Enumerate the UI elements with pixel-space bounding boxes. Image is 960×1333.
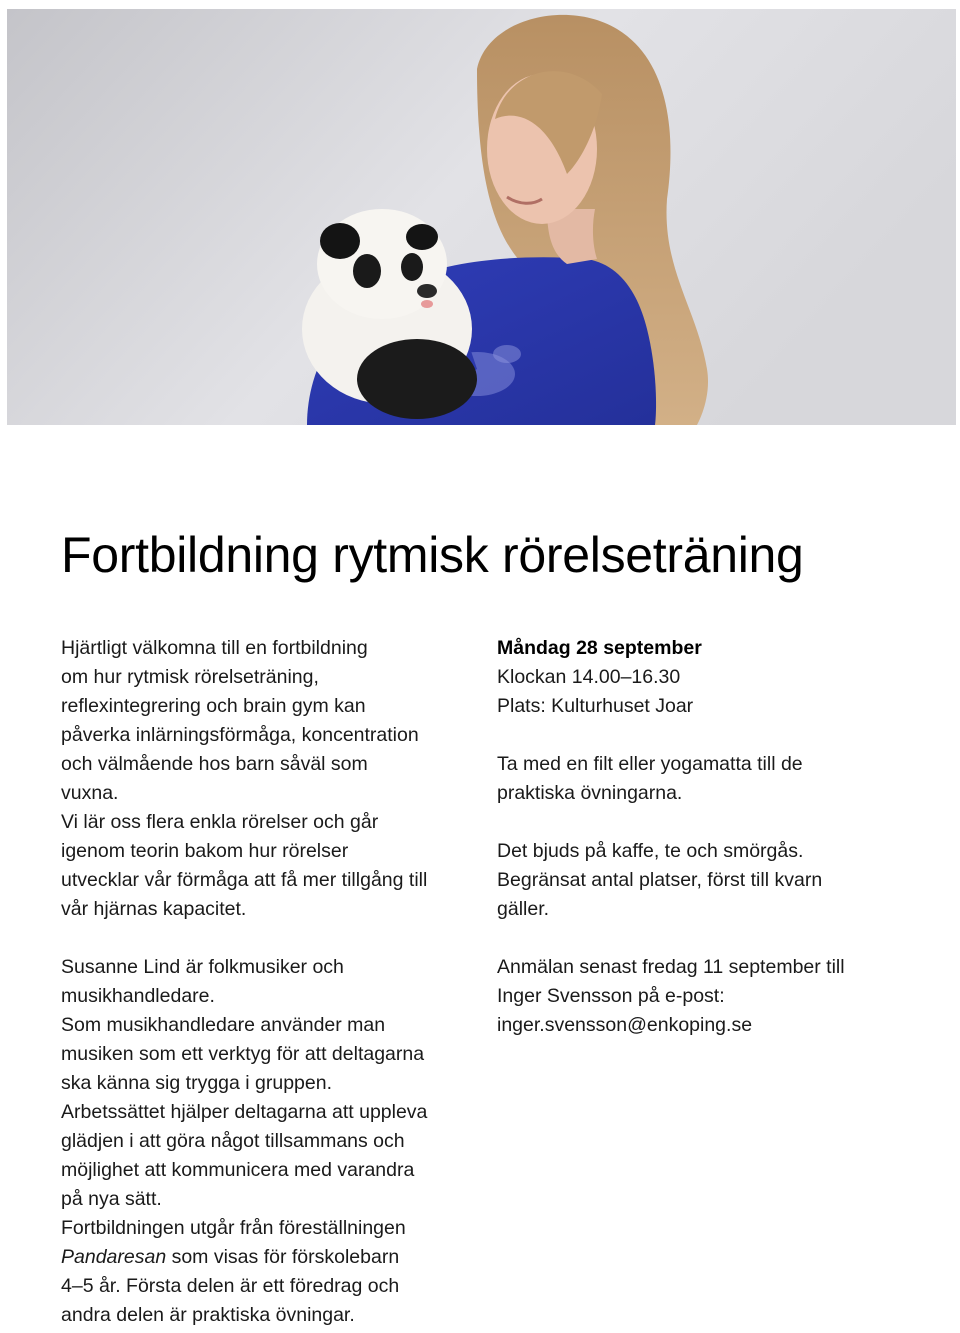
event-details: [497, 634, 917, 721]
text-line: Susanne Lind är folkmusiker och: [61, 956, 344, 978]
theory-paragraph: [61, 808, 476, 924]
text-line: på nya sätt.: [61, 1188, 162, 1210]
text-line: glädjen i att göra något tillsammans och: [61, 1130, 405, 1152]
text-line: Ta med en filt eller yogamatta till de: [497, 753, 803, 775]
woman-with-panda-puppet-photo: [7, 9, 956, 425]
text-line: andra delen är praktiska övningar.: [61, 1304, 355, 1326]
event-time: Klockan 14.00–16.30: [497, 666, 681, 688]
event-date: Måndag 28 september: [497, 637, 702, 659]
paragraph-spacer: [497, 721, 917, 750]
show-suffix: som visas för förskolebarn: [166, 1246, 400, 1268]
registration-paragraph: [497, 953, 917, 1040]
text-line: reflexintegrering och brain gym kan: [61, 695, 366, 717]
paragraph-spacer: [497, 924, 917, 953]
text-line: om hur rytmisk rörelseträning,: [61, 666, 319, 688]
text-line: Fortbildningen utgår från föreställningen: [61, 1217, 406, 1239]
text-line: Inger Svensson på e-post:: [497, 985, 725, 1007]
text-line: Hjärtligt välkomna till en fortbildning: [61, 637, 368, 659]
show-line: [61, 1243, 476, 1272]
text-line: Arbetssättet hjälper deltagarna att uppleva: [61, 1101, 428, 1123]
text-line: musiken som ett verktyg för att deltagarna: [61, 1043, 425, 1065]
text-line: 4–5 år. Första delen är ett föredrag och: [61, 1275, 400, 1297]
text-line: Begränsat antal platser, först till kvarn: [497, 869, 823, 891]
text-line: vår hjärnas kapacitet.: [61, 898, 247, 920]
text-line: vuxna.: [61, 782, 119, 804]
presenter-paragraph: [61, 953, 476, 1330]
text-line: utvecklar vår förmåga att få mer tillgång till: [61, 869, 428, 891]
paragraph-spacer: [497, 808, 917, 837]
text-line: möjlighet att kommunicera med varandra: [61, 1159, 415, 1181]
photo-illustration: [7, 9, 956, 425]
text-line: Som musikhandledare använder man: [61, 1014, 386, 1036]
text-line: Det bjuds på kaffe, te och smörgås.: [497, 840, 804, 862]
text-line: musikhandledare.: [61, 985, 215, 1007]
text-line: igenom teorin bakom hur rörelser: [61, 840, 349, 862]
text-line: ska känna sig trygga i gruppen.: [61, 1072, 333, 1094]
text-line: gäller.: [497, 898, 550, 920]
left-column: [61, 634, 476, 1330]
event-place: Plats: Kulturhuset Joar: [497, 695, 694, 717]
paragraph-spacer: [61, 924, 476, 953]
page-title: Fortbildning rytmisk rörelseträning: [61, 527, 804, 583]
contact-email: inger.svensson@enkoping.se: [497, 1014, 753, 1036]
right-column: [497, 634, 917, 1040]
text-line: praktiska övningarna.: [497, 782, 683, 804]
text-line: påverka inlärningsförmåga, koncentration: [61, 724, 419, 746]
text-line: Anmälan senast fredag 11 september till: [497, 956, 845, 978]
bring-paragraph: [497, 750, 917, 808]
intro-paragraph: [61, 634, 476, 808]
refreshments-paragraph: [497, 837, 917, 924]
text-line: och välmående hos barn såväl som: [61, 753, 368, 775]
show-name: Pandaresan: [61, 1246, 167, 1268]
text-line: Vi lär oss flera enkla rörelser och går: [61, 811, 379, 833]
